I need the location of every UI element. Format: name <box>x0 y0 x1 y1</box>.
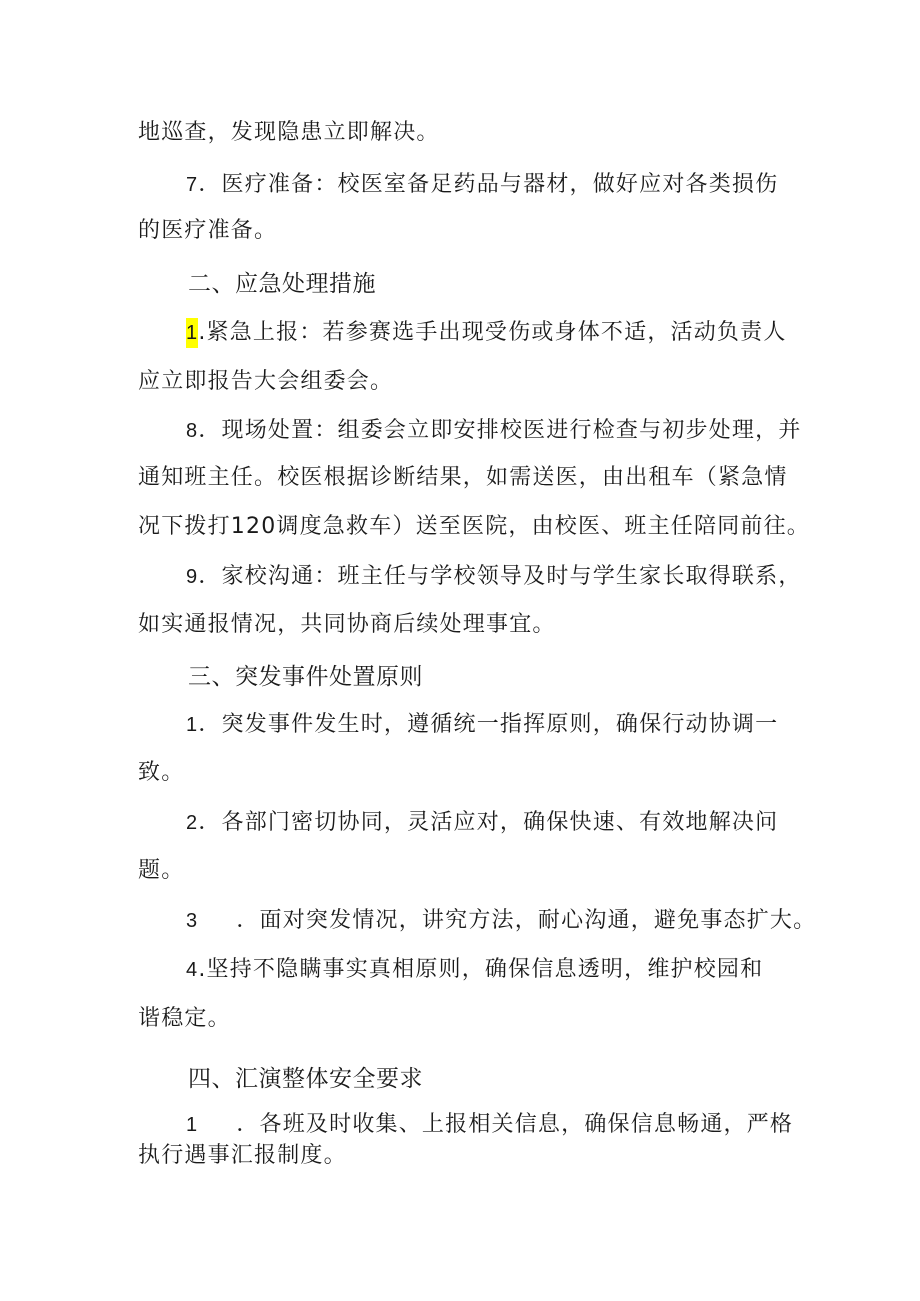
emergency-item-9-line-2: 如实通报情况，共同协商后续处理事宜。 <box>138 612 556 637</box>
item-text: ．各班及时收集、上报相关信息，确保信息畅通，严格 <box>236 1112 794 1137</box>
item-text: .坚持不隐瞒事实真相原则，确保信息透明，维护校园和 <box>198 957 764 982</box>
item-number: 9 <box>186 566 199 588</box>
principle-4-line-2: 谐稳定。 <box>138 1006 231 1031</box>
principle-3-line-1 <box>186 906 816 936</box>
item-text: ．家校沟通：班主任与学校领导及时与学生家长取得联系， <box>198 564 802 589</box>
item-number: 3 <box>186 910 199 932</box>
item-number: 1 <box>186 714 199 736</box>
section-heading-4: 四、汇演整体安全要求 <box>188 1065 423 1091</box>
emergency-item-9-line-1 <box>186 562 802 592</box>
emergency-item-8-line-1 <box>186 416 802 446</box>
safety-item-1-line-2: 执行遇事汇报制度。 <box>138 1143 347 1168</box>
paragraph-7-line-2: 的医疗准备。 <box>138 218 278 243</box>
paragraph-6-continuation: 地巡查，发现隐患立即解决。 <box>138 120 440 145</box>
paragraph-7-line-1 <box>186 170 778 200</box>
item-number: 4 <box>186 959 199 981</box>
item-text: ．现场处置：组委会立即安排校医进行检查与初步处理，并 <box>198 418 802 443</box>
safety-item-1-line-1 <box>186 1110 793 1140</box>
principle-1-line-1 <box>186 710 778 740</box>
principle-2-line-1 <box>186 808 778 838</box>
emergency-item-8-line-2: 通知班主任。校医根据诊断结果，如需送医，由出租车（紧急情 <box>138 465 788 490</box>
principle-2-line-2: 题。 <box>138 858 185 883</box>
item-text: .紧急上报：若参赛选手出现受伤或身体不适，活动负责人 <box>198 320 787 345</box>
item-number: 1 <box>186 1114 199 1136</box>
item-number: 7 <box>186 174 199 196</box>
item-number: 2 <box>186 812 199 834</box>
highlighted-item-number: 1 <box>186 318 198 348</box>
emergency-item-1-line-2: 应立即报告大会组委会。 <box>138 369 394 394</box>
section-heading-3: 三、突发事件处置原则 <box>188 663 423 689</box>
emergency-item-8-line-3: 况下拨打120调度急救车）送至医院，由校医、班主任陪同前往。 <box>138 514 810 539</box>
item-text: ．医疗准备：校医室备足药品与器材，做好应对各类损伤 <box>198 172 779 197</box>
item-text: ．各部门密切协同，灵活应对，确保快速、有效地解决问 <box>198 810 779 835</box>
emergency-item-1-line-1 <box>186 318 787 348</box>
principle-4-line-1 <box>186 955 763 985</box>
item-text: ．面对突发情况，讲究方法，耐心沟通，避免事态扩大。 <box>236 908 817 933</box>
principle-1-line-2: 致。 <box>138 760 185 785</box>
item-number: 8 <box>186 420 199 442</box>
item-text: ．突发事件发生时，遵循统一指挥原则，确保行动协调一 <box>198 712 779 737</box>
section-heading-2: 二、应急处理措施 <box>188 270 376 296</box>
